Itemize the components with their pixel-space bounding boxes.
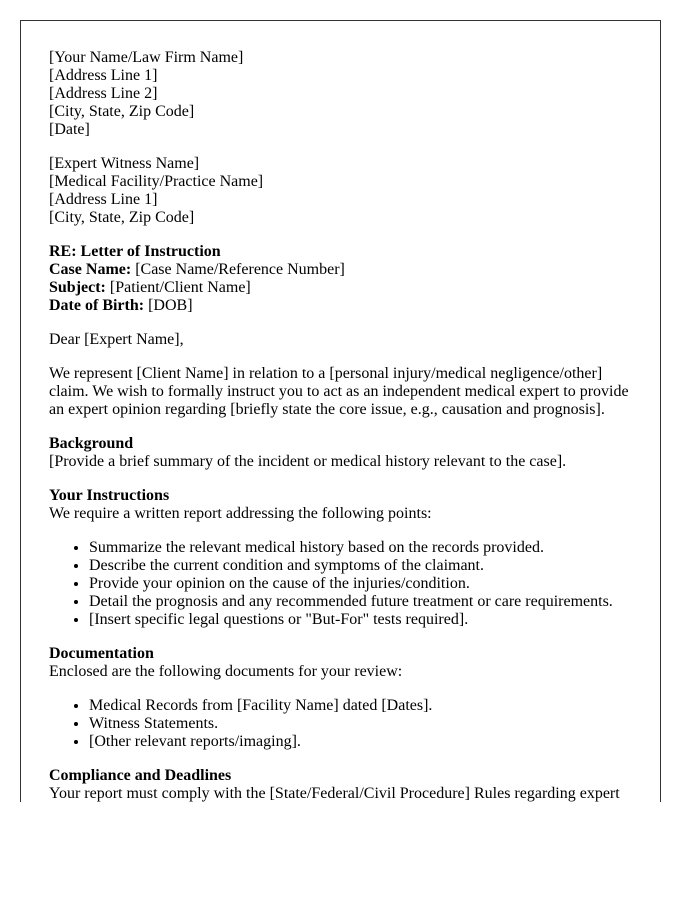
documentation-section: [49, 645, 632, 681]
list-item: • [Other relevant reports/imaging].: [89, 733, 632, 751]
list-item: • Witness Statements.: [89, 715, 632, 733]
instructions-heading: Your Instructions: [49, 487, 170, 504]
list-item: • Summarize the relevant medical history based on the records provided.: [89, 539, 632, 557]
background-heading: Background: [49, 435, 134, 452]
instructions-list: [49, 539, 632, 629]
case-name-value: [Case Name/Reference Number]: [131, 261, 345, 278]
sender-line: [Address Line 2]: [49, 85, 158, 102]
recipient-line: [Medical Facility/Practice Name]: [49, 173, 264, 190]
re-title: RE: Letter of Instruction: [49, 243, 221, 260]
subject-label: Subject:: [49, 279, 106, 296]
compliance-section: [49, 767, 632, 802]
list-item: • Detail the prognosis and any recommended future treatment or care requirements.: [89, 593, 632, 611]
recipient-line: [City, State, Zip Code]: [49, 209, 195, 226]
sender-line: [Your Name/Law Firm Name]: [49, 49, 244, 66]
documentation-list: [49, 697, 632, 751]
subject-value: [Patient/Client Name]: [105, 279, 251, 296]
background-section: [49, 435, 632, 471]
recipient-address: [49, 155, 632, 227]
sender-line: [City, State, Zip Code]: [49, 103, 195, 120]
list-item: • Provide your opinion on the cause of the injuries/condition.: [89, 575, 632, 593]
instructions-text: We require a written report addressing the following points:: [49, 505, 432, 522]
compliance-heading: Compliance and Deadlines: [49, 767, 232, 784]
documentation-heading: Documentation: [49, 645, 154, 662]
letter-date: [Date]: [49, 121, 90, 138]
background-text: [Provide a brief summary of the incident or medical history relevant to the case].: [49, 453, 567, 470]
sender-address: [49, 49, 632, 139]
compliance-text: Your report must comply with the [State/Federal/Civil Procedure] Rules regarding expert: [49, 785, 620, 802]
salutation: Dear [Expert Name],: [49, 331, 184, 348]
list-item: • Describe the current condition and symptoms of the claimant.: [89, 557, 632, 575]
dob-label: Date of Birth:: [49, 297, 145, 314]
case-name-label: Case Name:: [49, 261, 132, 278]
recipient-line: [Address Line 1]: [49, 191, 158, 208]
list-item: • [Insert specific legal questions or "But-For" tests required].: [89, 611, 632, 629]
dob-value: [DOB]: [144, 297, 193, 314]
list-item: • Medical Records from [Facility Name] dated [Dates].: [89, 697, 632, 715]
documentation-text: Enclosed are the following documents for your review:: [49, 663, 403, 680]
sender-line: [Address Line 1]: [49, 67, 158, 84]
reference-block: [49, 243, 632, 315]
intro-paragraph: We represent [Client Name] in relation to a [personal injury/medical negligence/other] claim. We wish to formally instruct you to act as an independent medical expert to provide an expert opinion regarding [briefly state the core issue, e.g., causation and prognosis].: [49, 365, 629, 418]
instructions-section: [49, 487, 632, 523]
letter-document: [20, 20, 661, 802]
recipient-line: [Expert Witness Name]: [49, 155, 200, 172]
